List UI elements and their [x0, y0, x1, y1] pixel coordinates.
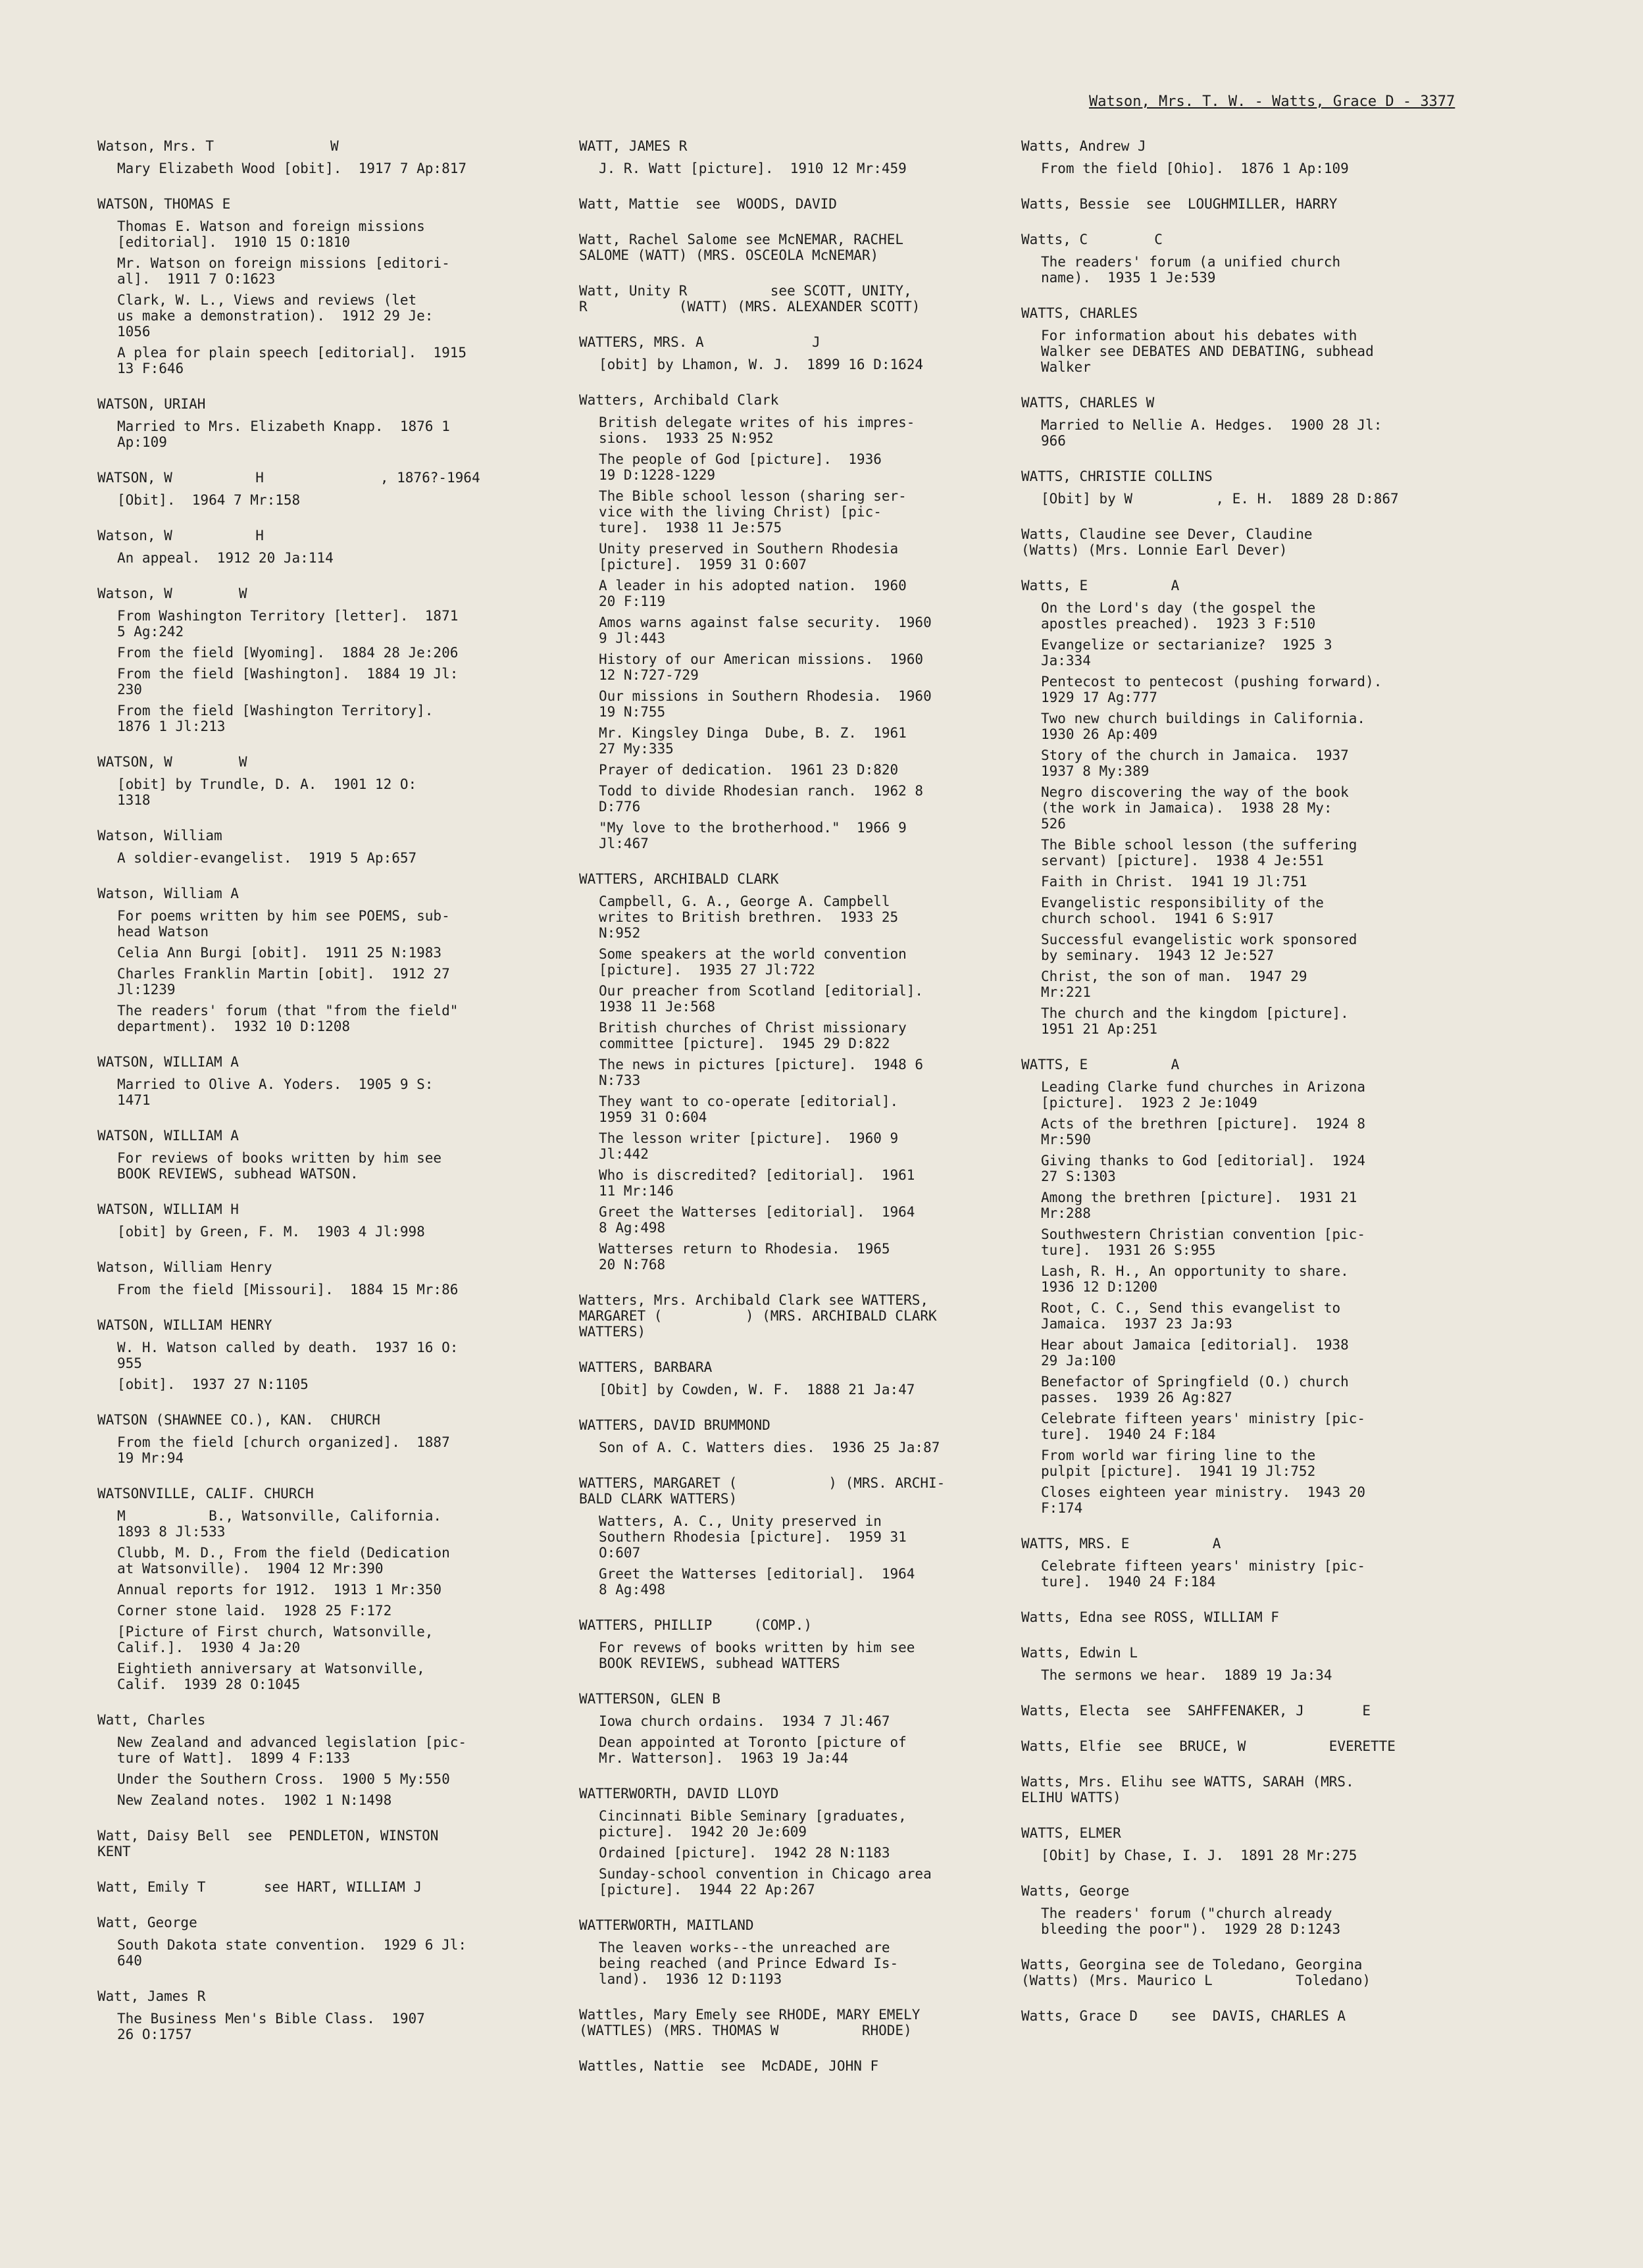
entry-heading: WATTERS, ARCHIBALD CLARK — [579, 871, 779, 887]
entry-citation: Greet the Watterses [editorial]. 1964 8 Ag:498 — [599, 1204, 915, 1236]
index-entry — [1021, 1957, 1469, 1988]
entry-heading: Watson, W H — [97, 528, 264, 543]
entry-citation: Mary Elizabeth Wood [obit]. 1917 7 Ap:817 — [117, 161, 467, 176]
entry-heading: Wattles, Mary Emely see RHODE, MARY EMELY (WATTLES) (MRS. THOMAS W RHODE) — [579, 2007, 921, 2038]
index-entry — [579, 283, 1013, 315]
entry-citation: Some speakers at the world convention [picture]. 1935 27 Jl:722 — [599, 946, 907, 978]
entry-heading: Watts, Claudine see Dever, Claudine (Watts) (Mrs. Lonnie Earl Dever) — [1021, 526, 1313, 558]
entry-heading: Watts, Edwin L — [1021, 1645, 1138, 1661]
entry-heading: Watters, Mrs. Archibald Clark see WATTERS, MARGARET ( ) (MRS. ARCHIBALD CLARK WATTERS) — [579, 1292, 937, 1340]
entry-citation: Eightieth anniversary at Watsonville, Calif. 1939 28 O:1045 — [117, 1661, 425, 1692]
entry-heading: WATSON, URIAH — [97, 396, 206, 412]
entry-heading: Wattles, Nattie see McDADE, JOHN F — [579, 2058, 879, 2074]
index-entry — [579, 2007, 1013, 2038]
index-entry — [97, 470, 532, 508]
entry-heading: Watson, Mrs. T W — [97, 138, 339, 154]
index-entry — [579, 1917, 1013, 1987]
entry-citation: New Zealand notes. 1902 1 N:1498 — [117, 1792, 392, 1808]
entry-citation: From the field [church organized]. 1887 19 Mr:94 — [117, 1434, 450, 1466]
entry-citation: The lesson writer [picture]. 1960 9 Jl:442 — [599, 1130, 899, 1162]
entry-citation: Root, C. C., Send this evangelist to Jamaica. 1937 23 Ja:93 — [1041, 1300, 1341, 1332]
entry-citation: From the field [Washington Territory]. 1876 1 Jl:213 — [117, 703, 434, 734]
index-entry — [579, 392, 1013, 851]
index-entry — [97, 1259, 532, 1298]
entry-citation: [Obit] by W , E. H. 1889 28 D:867 — [1041, 491, 1399, 507]
index-entry — [97, 886, 532, 1034]
entry-heading: Watson, W W — [97, 586, 247, 601]
entry-citation: Faith in Christ. 1941 19 Jl:751 — [1041, 874, 1307, 890]
index-entry — [579, 871, 1013, 1273]
index-entry — [579, 232, 1013, 263]
index-entry — [97, 1486, 532, 1692]
entry-citation: A soldier-evangelist. 1919 5 Ap:657 — [117, 850, 417, 866]
entry-heading: WATTS, ELMER — [1021, 1825, 1121, 1841]
entry-citation: Acts of the brethren [picture]. 1924 8 Mr:590 — [1041, 1116, 1366, 1147]
entry-heading: Watts, Electa see SAHFFENAKER, J E — [1021, 1703, 1371, 1719]
entry-citation: Lash, R. H., An opportunity to share. 1936 12 D:1200 — [1041, 1263, 1349, 1295]
entry-citation: Celia Ann Burgi [obit]. 1911 25 N:1983 — [117, 945, 442, 961]
entry-heading: Watt, Charles — [97, 1712, 206, 1728]
entry-citation: Evangelistic responsibility of the church school. 1941 6 S:917 — [1041, 895, 1324, 926]
entry-citation: Corner stone laid. 1928 25 F:172 — [117, 1603, 392, 1619]
entry-heading: WATTERS, MRS. A J — [579, 334, 821, 350]
index-entry — [1021, 138, 1469, 176]
entry-citation: Successful evangelistic work sponsored by seminary. 1943 12 Je:527 — [1041, 932, 1357, 963]
entry-citation: Negro discovering the way of the book (the work in Jamaica). 1938 28 My: 526 — [1041, 784, 1349, 832]
entry-citation: [obit] by Lhamon, W. J. 1899 16 D:1624 — [599, 357, 924, 372]
entry-citation: The people of God [picture]. 1936 19 D:1228-1229 — [599, 451, 882, 483]
entry-citation: The Business Men's Bible Class. 1907 26 O:1757 — [117, 2011, 425, 2042]
index-entry — [97, 1879, 532, 1895]
index-entry — [97, 1915, 532, 1969]
entry-citation: For poems written by him see POEMS, sub- head Watson — [117, 908, 450, 940]
index-entry — [1021, 1057, 1469, 1516]
entry-citation: For revews of books written by him see BOOK REVIEWS, subhead WATTERS — [599, 1640, 915, 1671]
entry-heading: Watson, William A — [97, 886, 239, 901]
index-entry — [579, 1359, 1013, 1398]
entry-citation: For reviews of books written by him see BOOK REVIEWS, subhead WATSON. — [117, 1150, 442, 1182]
index-entry — [97, 196, 532, 376]
index-entry — [579, 1475, 1013, 1598]
entry-citation: On the Lord's day (the gospel the apostles preached). 1923 3 F:510 — [1041, 600, 1316, 632]
entry-heading: WATSON, WILLIAM HENRY — [97, 1317, 272, 1333]
index-entry — [1021, 468, 1469, 507]
entry-citation: Prayer of dedication. 1961 23 D:820 — [599, 762, 899, 778]
entry-citation: Pentecost to pentecost (pushing forward). 1929 17 Ag:777 — [1041, 674, 1382, 705]
entry-citation: J. R. Watt [picture]. 1910 12 Mr:459 — [599, 161, 907, 176]
entry-citation: M B., Watsonville, California. 1893 8 Jl:533 — [117, 1508, 442, 1540]
entry-heading: WATTS, CHRISTIE COLLINS — [1021, 468, 1213, 484]
index-entry — [1021, 1703, 1469, 1719]
index-entry — [97, 1317, 532, 1392]
entry-citation: The sermons we hear. 1889 19 Ja:34 — [1041, 1667, 1332, 1683]
entry-heading: WATTS, MRS. E A — [1021, 1536, 1221, 1551]
entry-heading: Watt, George — [97, 1915, 197, 1930]
entry-heading: WATTERS, DAVID BRUMMOND — [579, 1417, 771, 1433]
entry-citation: Under the Southern Cross. 1900 5 My:550 — [117, 1771, 450, 1787]
index-entry — [1021, 2008, 1469, 2024]
entry-citation: From world war firing line to the pulpit [picture]. 1941 19 Jl:752 — [1041, 1448, 1316, 1479]
entry-citation: Benefactor of Springfield (O.) church passes. 1939 26 Ag:827 — [1041, 1374, 1349, 1405]
entry-citation: W. H. Watson called by death. 1937 16 O: 955 — [117, 1340, 459, 1371]
entry-citation: The Bible school lesson (the suffering servant) [picture]. 1938 4 Je:551 — [1041, 837, 1357, 869]
entry-citation: Giving thanks to God [editorial]. 1924 27 S:1303 — [1041, 1153, 1366, 1184]
entry-citation: Watters, A. C., Unity preserved in Southern Rhodesia [picture]. 1959 31 O:607 — [599, 1513, 907, 1561]
entry-citation: The readers' forum ("church already bleeding the poor"). 1929 28 D:1243 — [1041, 1905, 1341, 1937]
index-entry — [579, 334, 1013, 372]
entry-heading: Watts, C C — [1021, 232, 1163, 247]
entry-citation: Cincinnati Bible Seminary [graduates, picture]. 1942 20 Je:609 — [599, 1808, 907, 1840]
entry-citation: Dean appointed at Toronto [picture of Mr. Watterson]. 1963 19 Ja:44 — [599, 1734, 907, 1766]
running-head: Watson, Mrs. T. W. - Watts, Grace D - 3377 — [1089, 93, 1455, 110]
entry-heading: Watts, E A — [1021, 578, 1180, 593]
entry-citation: An appeal. 1912 20 Ja:114 — [117, 550, 334, 566]
entry-citation: Among the brethren [picture]. 1931 21 Mr:288 — [1041, 1190, 1357, 1221]
index-entry — [1021, 232, 1469, 286]
entry-citation: Charles Franklin Martin [obit]. 1912 27 Jl:1239 — [117, 966, 450, 997]
entry-citation: From the field [Missouri]. 1884 15 Mr:86 — [117, 1282, 459, 1298]
index-column-2 — [579, 138, 1013, 2094]
entry-heading: Watt, Emily T see HART, WILLIAM J — [97, 1879, 422, 1895]
index-entry — [579, 2058, 1013, 2074]
index-entry — [97, 1988, 532, 2042]
index-entry — [97, 1054, 532, 1108]
entry-citation: Our preacher from Scotland [editorial]. 1938 11 Je:568 — [599, 983, 924, 1015]
index-entry — [579, 1417, 1013, 1455]
entry-citation: Campbell, G. A., George A. Campbell writes to British brethren. 1933 25 N:952 — [599, 894, 899, 941]
index-entry — [579, 1617, 1013, 1671]
entry-citation: Two new church buildings in California. 1930 26 Ap:409 — [1041, 711, 1366, 742]
entry-citation: Ordained [picture]. 1942 28 N:1183 — [599, 1845, 890, 1861]
entry-citation: [obit] by Trundle, D. A. 1901 12 O: 1318 — [117, 776, 417, 808]
entry-citation: A leader in his adopted nation. 1960 20 F:119 — [599, 578, 907, 609]
index-entry — [97, 828, 532, 866]
index-column-1 — [97, 138, 532, 2062]
index-column-3 — [1021, 138, 1469, 2044]
entry-citation: Hear about Jamaica [editorial]. 1938 29 Ja:100 — [1041, 1337, 1349, 1369]
entry-citation: Mr. Kingsley Dinga Dube, B. Z. 1961 27 My:335 — [599, 725, 907, 757]
entry-heading: Watts, Grace D see DAVIS, CHARLES A — [1021, 2008, 1346, 2024]
entry-citation: They want to co-operate [editorial]. 1959 31 O:604 — [599, 1094, 899, 1125]
entry-citation: Thomas E. Watson and foreign missions [editorial]. 1910 15 O:1810 — [117, 218, 425, 250]
entry-heading: Watson, William — [97, 828, 222, 844]
entry-citation: History of our American missions. 1960 12 N:727-729 — [599, 651, 924, 683]
entry-citation: "My love to the brotherhood." 1966 9 Jl:467 — [599, 820, 907, 851]
index-entry — [579, 1292, 1013, 1340]
entry-citation: Mr. Watson on foreign missions [editori- al]. 1911 7 O:1623 — [117, 255, 450, 287]
index-entry — [1021, 1536, 1469, 1590]
index-entry — [97, 1128, 532, 1182]
entry-citation: South Dakota state convention. 1929 6 Jl: 640 — [117, 1937, 467, 1969]
index-entry — [579, 1691, 1013, 1766]
entry-heading: Watts, Bessie see LOUGHMILLER, HARRY — [1021, 196, 1338, 212]
index-entry — [97, 1412, 532, 1466]
entry-heading: Watts, Andrew J — [1021, 138, 1146, 154]
index-entry — [97, 138, 532, 176]
entry-citation: [Obit] by Chase, I. J. 1891 28 Mr:275 — [1041, 1848, 1357, 1863]
entry-citation: [Obit] by Cowden, W. F. 1888 21 Ja:47 — [599, 1382, 915, 1398]
entry-heading: Watts, Elfie see BRUCE, W EVERETTE — [1021, 1738, 1396, 1754]
entry-citation: [obit] by Green, F. M. 1903 4 Jl:998 — [117, 1224, 425, 1240]
index-entry — [97, 754, 532, 808]
entry-citation: British churches of Christ missionary committee [picture]. 1945 29 D:822 — [599, 1020, 907, 1051]
entry-citation: Married to Nellie A. Hedges. 1900 28 Jl: 966 — [1041, 417, 1382, 449]
entry-heading: Watts, George — [1021, 1883, 1130, 1899]
entry-heading: Watts, Mrs. Elihu see WATTS, SARAH (MRS. ELIHU WATTS) — [1021, 1774, 1354, 1805]
entry-heading: Watt, Unity R see SCOTT, UNITY, R (WATT) (MRS. ALEXANDER SCOTT) — [579, 283, 921, 315]
entry-citation: A plea for plain speech [editorial]. 1915 13 F:646 — [117, 345, 467, 376]
entry-citation: Watterses return to Rhodesia. 1965 20 N:768 — [599, 1241, 890, 1273]
entry-heading: Watts, Georgina see de Toledano, Georgina (Watts) (Mrs. Maurico L Toledano) — [1021, 1957, 1371, 1988]
index-entry — [1021, 1774, 1469, 1805]
entry-heading: Watt, James R — [97, 1988, 206, 2004]
entry-citation: From the field [Washington]. 1884 19 Jl: 230 — [117, 666, 459, 697]
entry-citation: Married to Olive A. Yoders. 1905 9 S: 1471 — [117, 1076, 434, 1108]
entry-heading: WATTERWORTH, MAITLAND — [579, 1917, 754, 1933]
index-entry — [97, 1201, 532, 1240]
entry-heading: WATTERS, MARGARET ( ) (MRS. ARCHI- BALD CLARK WATTERS) — [579, 1475, 946, 1507]
entry-citation: Amos warns against false security. 1960 9 Jl:443 — [599, 615, 932, 646]
entry-citation: [Picture of First church, Watsonville, Calif.]. 1930 4 Ja:20 — [117, 1624, 434, 1655]
entry-heading: WATSON, WILLIAM H — [97, 1201, 239, 1217]
entry-citation: Closes eighteen year ministry. 1943 20 F:174 — [1041, 1484, 1366, 1516]
index-entry — [1021, 1609, 1469, 1625]
index-entry — [97, 1828, 532, 1859]
entry-citation: Unity preserved in Southern Rhodesia [picture]. 1959 31 O:607 — [599, 541, 899, 572]
entry-citation: [Obit]. 1964 7 Mr:158 — [117, 492, 301, 508]
entry-citation: Southwestern Christian convention [pic- ture]. 1931 26 S:955 — [1041, 1226, 1366, 1258]
entry-citation: Celebrate fifteen years' ministry [pic- ture]. 1940 24 F:184 — [1041, 1411, 1366, 1442]
entry-citation: Iowa church ordains. 1934 7 Jl:467 — [599, 1713, 890, 1729]
index-entry — [1021, 1825, 1469, 1863]
entry-heading: Watson, William Henry — [97, 1259, 272, 1275]
entry-heading: WATSON (SHAWNEE CO.), KAN. CHURCH — [97, 1412, 380, 1428]
entry-citation: Sunday-school convention in Chicago area [picture]. 1944 22 Ap:267 — [599, 1866, 932, 1898]
entry-citation: [obit]. 1937 27 N:1105 — [117, 1376, 309, 1392]
entry-heading: WATSON, THOMAS E — [97, 196, 231, 212]
entry-citation: The readers' forum (a unified church name). 1935 1 Je:539 — [1041, 254, 1341, 286]
index-entry — [579, 196, 1013, 212]
entry-citation: The leaven works--the unreached are being reached (and Prince Edward Is- land). 1936 12 D:1193 — [599, 1940, 899, 1987]
entry-citation: Greet the Watterses [editorial]. 1964 8 Ag:498 — [599, 1566, 915, 1598]
entry-heading: Watters, Archibald Clark — [579, 392, 779, 408]
entry-heading: WATTS, CHARLES W — [1021, 395, 1155, 411]
entry-citation: The news in pictures [picture]. 1948 6 N:733 — [599, 1057, 924, 1088]
index-entry — [1021, 1883, 1469, 1937]
entry-citation: British delegate writes of his impres- sions. 1933 25 N:952 — [599, 415, 915, 446]
entry-citation: The readers' forum (that "from the field" department). 1932 10 D:1208 — [117, 1003, 459, 1034]
entry-citation: The Bible school lesson (sharing ser- vice with the living Christ) [pic- ture]. 1938 11 Je:575 — [599, 488, 907, 536]
index-entry — [1021, 526, 1469, 558]
index-entry — [1021, 1645, 1469, 1683]
entry-citation: From Washington Territory [letter]. 1871 5 Ag:242 — [117, 608, 459, 640]
index-entry — [579, 138, 1013, 176]
entry-citation: Our missions in Southern Rhodesia. 1960 19 N:755 — [599, 688, 932, 720]
entry-heading: Watts, Edna see ROSS, WILLIAM F — [1021, 1609, 1279, 1625]
entry-citation: New Zealand and advanced legislation [pic- ture of Watt]. 1899 4 F:133 — [117, 1734, 467, 1766]
entry-citation: Story of the church in Jamaica. 1937 1937 8 My:389 — [1041, 747, 1349, 779]
index-entry — [579, 1786, 1013, 1898]
entry-heading: WATTS, E A — [1021, 1057, 1180, 1072]
index-entry — [1021, 1738, 1469, 1754]
entry-citation: From the field [Ohio]. 1876 1 Ap:109 — [1041, 161, 1349, 176]
index-entry — [97, 586, 532, 734]
entry-citation: From the field [Wyoming]. 1884 28 Je:206 — [117, 645, 459, 661]
entry-citation: Who is discredited? [editorial]. 1961 11 Mr:146 — [599, 1167, 915, 1199]
entry-heading: WATTS, CHARLES — [1021, 305, 1138, 321]
entry-heading: WATSON, WILLIAM A — [97, 1054, 239, 1070]
entry-citation: Married to Mrs. Elizabeth Knapp. 1876 1 Ap:109 — [117, 418, 450, 450]
entry-citation: The church and the kingdom [picture]. 1951 21 Ap:251 — [1041, 1005, 1349, 1037]
entry-citation: Son of A. C. Watters dies. 1936 25 Ja:87 — [599, 1440, 940, 1455]
index-entry — [97, 1712, 532, 1808]
entry-citation: Christ, the son of man. 1947 29 Mr:221 — [1041, 969, 1307, 1000]
entry-heading: WATSON, W H , 1876?-1964 — [97, 470, 480, 486]
entry-heading: WATSON, W W — [97, 754, 247, 770]
index-entry — [97, 528, 532, 566]
entry-heading: Watt, Daisy Bell see PENDLETON, WINSTON KENT — [97, 1828, 439, 1859]
entry-heading: WATTERS, PHILLIP (COMP.) — [579, 1617, 813, 1633]
entry-heading: WATSON, WILLIAM A — [97, 1128, 239, 1144]
entry-citation: Evangelize or sectarianize? 1925 3 Ja:334 — [1041, 637, 1332, 668]
entry-heading: Watt, Rachel Salome see McNEMAR, RACHEL SALOME (WATT) (MRS. OSCEOLA McNEMAR) — [579, 232, 904, 263]
index-entry — [1021, 395, 1469, 449]
index-entry — [1021, 305, 1469, 375]
entry-citation: For information about his debates with Walker see DEBATES AND DEBATING, subhead Walker — [1041, 328, 1374, 375]
entry-heading: WATTERWORTH, DAVID LLOYD — [579, 1786, 779, 1802]
entry-citation: Celebrate fifteen years' ministry [pic- ture]. 1940 24 F:184 — [1041, 1558, 1366, 1590]
entry-heading: WATTERS, BARBARA — [579, 1359, 713, 1375]
index-entry — [1021, 578, 1469, 1037]
entry-heading: WATT, JAMES R — [579, 138, 688, 154]
entry-citation: Leading Clarke fund churches in Arizona [picture]. 1923 2 Je:1049 — [1041, 1079, 1366, 1111]
entry-citation: Todd to divide Rhodesian ranch. 1962 8 D:776 — [599, 783, 924, 815]
entry-heading: WATSONVILLE, CALIF. CHURCH — [97, 1486, 314, 1501]
entry-citation: Clubb, M. D., From the field (Dedication at Watsonville). 1904 12 Mr:390 — [117, 1545, 450, 1576]
entry-citation: Annual reports for 1912. 1913 1 Mr:350 — [117, 1582, 442, 1598]
index-entry — [97, 396, 532, 450]
entry-heading: WATTERSON, GLEN B — [579, 1691, 720, 1707]
index-entry — [1021, 196, 1469, 212]
entry-citation: Clark, W. L., Views and reviews (let us make a demonstration). 1912 29 Je: 1056 — [117, 292, 434, 340]
entry-heading: Watt, Mattie see WOODS, DAVID — [579, 196, 837, 212]
